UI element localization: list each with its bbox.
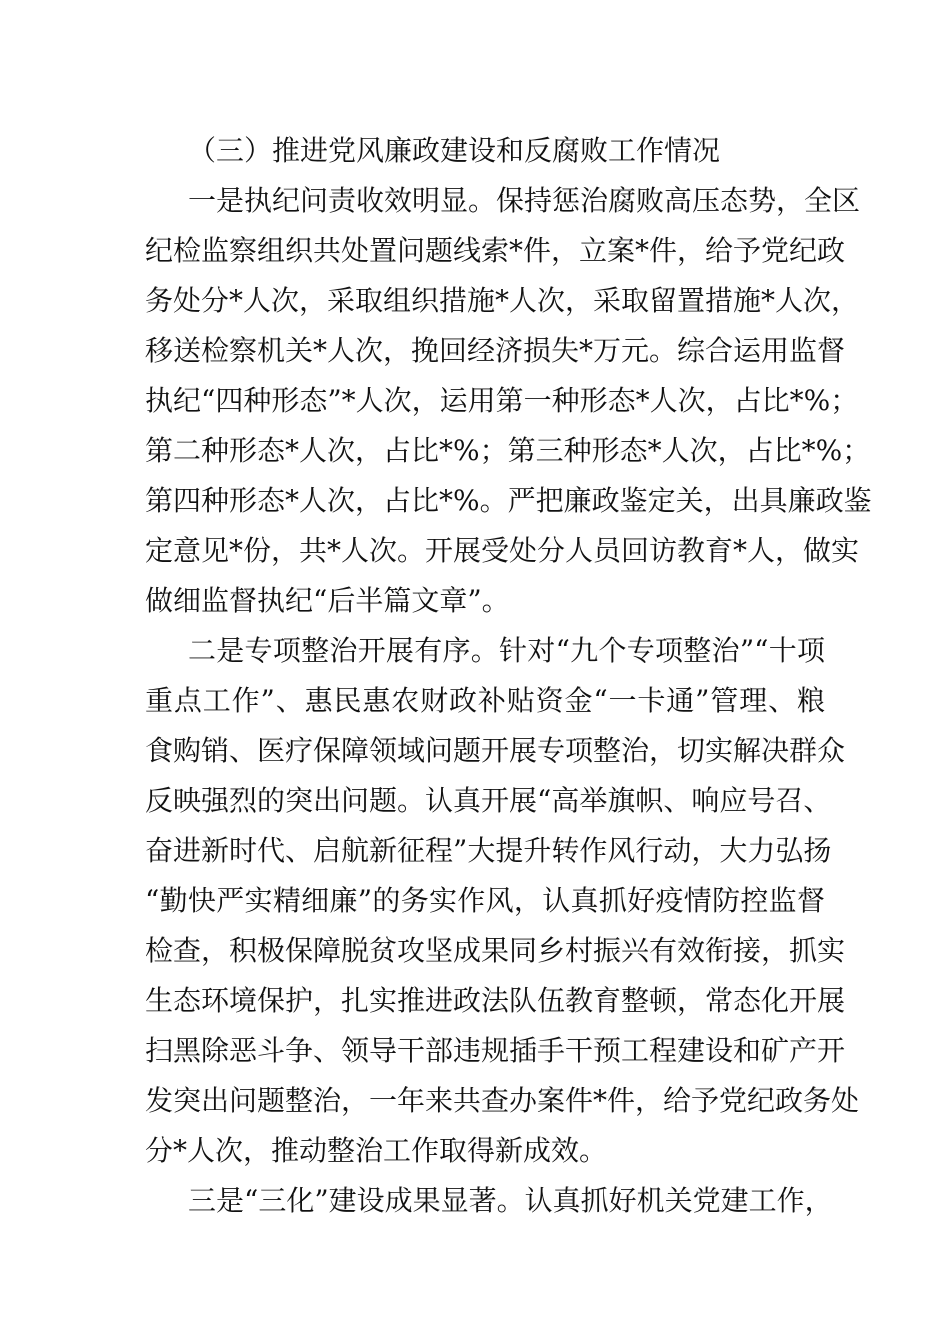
paragraph-2-line-9: 扫黑除恶斗争、领导干部违规插手干预工程建设和矿产开 (145, 1034, 846, 1067)
paragraph-1-line-9: 做细监督执纪“后半篇文章”。 (145, 584, 510, 617)
paragraph-2-line-11: 分*人次，推动整治工作取得新成效。 (145, 1134, 608, 1167)
paragraph-2-line-2: 重点工作”、惠民惠农财政补贴资金“一卡通”管理、粮 (145, 684, 825, 717)
paragraph-1-line-5: 执纪“四种形态”*人次，运用第一种形态*人次，占比*%； (145, 384, 859, 417)
paragraph-2-line-7: 检查，积极保障脱贫攻坚成果同乡村振兴有效衔接，抓实 (145, 934, 846, 967)
paragraph-2-line-10: 发突出问题整治，一年来共查办案件*件，给予党纪政务处 (145, 1084, 860, 1117)
paragraph-1-line-8: 定意见*份，共*人次。开展受处分人员回访教育*人，做实 (145, 534, 860, 567)
paragraph-1-line-2: 纪检监察组织共处置问题线索*件，立案*件，给予党纪政 (145, 234, 846, 267)
paragraph-2-line-4: 反映强烈的突出问题。认真开展“高举旗帜、响应号召、 (145, 784, 832, 817)
paragraph-3-line-1: 三是“三化”建设成果显著。认真抓好机关党建工作， (188, 1184, 833, 1217)
paragraph-2-line-5: 奋进新时代、启航新征程”大提升转作风行动，大力弘扬 (145, 834, 832, 867)
section-heading: （三）推进党风廉政建设和反腐败工作情况 (188, 134, 721, 167)
paragraph-2-line-3: 食购销、医疗保障领域问题开展专项整治，切实解决群众 (145, 734, 846, 767)
paragraph-1-line-1: 一是执纪问责收效明显。保持惩治腐败高压态势，全区 (188, 184, 861, 217)
paragraph-2-line-8: 生态环境保护，扎实推进政法队伍教育整顿，常态化开展 (145, 984, 846, 1017)
paragraph-1-line-6: 第二种形态*人次，占比*%；第三种形态*人次，占比*%； (145, 434, 871, 467)
paragraph-2-line-6: “勤快严实精细廉”的务实作风，认真抓好疫情防控监督 (145, 884, 825, 917)
paragraph-1-line-7: 第四种形态*人次，占比*%。严把廉政鉴定关，出具廉政鉴 (145, 484, 872, 517)
paragraph-2-line-1: 二是专项整治开展有序。针对“九个专项整治”“十项 (188, 634, 825, 667)
paragraph-1-line-3: 务处分*人次，采取组织措施*人次，采取留置措施*人次， (145, 284, 860, 317)
paragraph-1-line-4: 移送检察机关*人次，挽回经济损失*万元。综合运用监督 (145, 334, 846, 367)
